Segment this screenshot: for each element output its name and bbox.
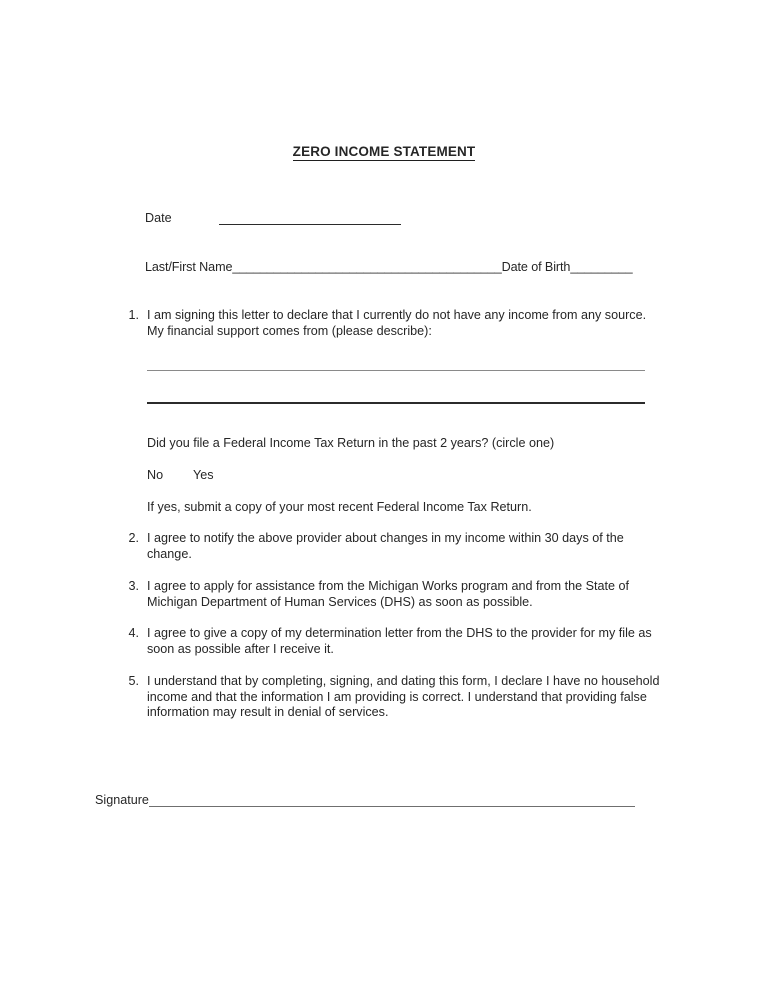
date-input-rule[interactable] [219, 213, 401, 225]
list-item-2-number: 2. [128, 531, 139, 545]
signature-label: Signature [95, 793, 149, 807]
list-item-5 [113, 674, 665, 721]
page-title [0, 144, 768, 159]
list-item-5-number: 5. [128, 674, 139, 688]
list-item-3-text: I agree to apply for assistance from the Michigan Works program and from the State of Michigan Department of Human Services (DHS) as soon as possible. [147, 579, 630, 609]
tax-question-prompt: Did you file a Federal Income Tax Return in the past 2 years? (circle one) [147, 436, 555, 450]
option-yes[interactable]: Yes [193, 468, 214, 482]
list-item-1 [113, 308, 665, 339]
tax-question-options [147, 468, 214, 482]
option-no[interactable]: No [147, 468, 164, 482]
list-item-4-text: I agree to give a copy of my determination letter from the DHS to the provider for my file as soon as possible after I receive it. [147, 626, 652, 656]
date-label: Date [145, 211, 172, 225]
page-title-text: ZERO INCOME STATEMENT [292, 144, 476, 159]
list-item-3-number: 3. [128, 579, 139, 593]
list-item-4-number: 4. [128, 626, 139, 640]
list-item-4 [113, 626, 665, 657]
signature-field [95, 793, 635, 807]
list-item-1-number: 1. [128, 308, 139, 322]
describe-line-2[interactable] [147, 402, 645, 404]
list-item-3 [113, 579, 665, 610]
name-and-dob-field[interactable]: Last/First Name_______________________________________Date of Birth_________ [145, 260, 633, 274]
signature-input-rule[interactable] [149, 795, 635, 807]
tax-question-followup: If yes, submit a copy of your most recent Federal Income Tax Return. [147, 500, 532, 514]
list-item-2-text: I agree to notify the above provider about changes in my income within 30 days of the change. [147, 531, 624, 561]
list-item-2 [113, 531, 665, 562]
date-field [145, 212, 401, 225]
describe-line-1[interactable] [147, 370, 645, 371]
list-item-5-text: I understand that by completing, signing, and dating this form, I declare I have no household income and that the information I am providing is correct. I understand that providing false information may result in denial of services. [147, 674, 660, 720]
list-item-1-text: I am signing this letter to declare that I currently do not have any income from any source. My financial support comes from (please describe): [147, 308, 647, 338]
